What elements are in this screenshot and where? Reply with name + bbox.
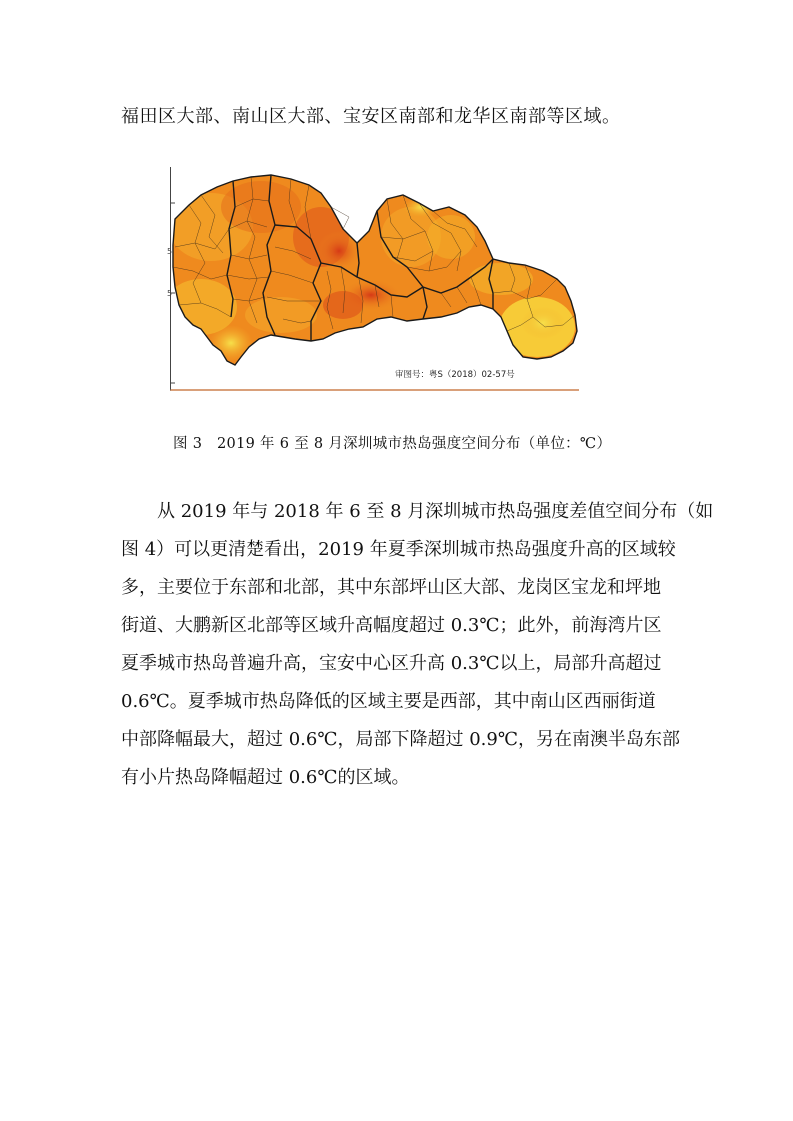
axis-tick-label: 5 bbox=[167, 289, 173, 298]
heat-island-map-figure bbox=[167, 167, 579, 391]
paragraph-line: 多，主要位于东部和北部，其中东部坪山区大部、龙岗区宝龙和坪地 bbox=[121, 577, 661, 598]
paragraph-line: 街道、大鹏新区北部等区域升高幅度超过 0.3℃；此外，前海湾片区 bbox=[121, 615, 662, 636]
paragraph-line: 夏季城市热岛普遍升高，宝安中心区升高 0.3℃以上，局部升高超过 bbox=[121, 653, 662, 674]
body-paragraph bbox=[121, 493, 714, 797]
continuation-text-line: 福田区大部、南山区大部、宝安区南部和龙华区南部等区域。 bbox=[121, 106, 621, 127]
paragraph-line: 0.6℃。夏季城市热岛降低的区域主要是西部，其中南山区西丽街道 bbox=[121, 691, 656, 712]
figure-caption: 图 3 2019 年 6 至 8 月深圳城市热岛强度空间分布（单位：℃） bbox=[173, 436, 612, 452]
paragraph-line: 有小片热岛降幅超过 0.6℃的区域。 bbox=[121, 767, 410, 788]
paragraph-line: 从 2019 年与 2018 年 6 至 8 月深圳城市热岛强度差值空间分布（如 bbox=[157, 501, 714, 522]
paragraph-line: 图 4）可以更清楚看出，2019 年夏季深圳城市热岛强度升高的区域较 bbox=[121, 539, 676, 560]
map-approval-number: 审图号：粤S（2018）02-57号 bbox=[395, 370, 515, 380]
axis-tick-label: 5 bbox=[167, 247, 173, 256]
paragraph-line: 中部降幅最大，超过 0.6℃，局部下降超过 0.9℃，另在南澳半岛东部 bbox=[121, 729, 680, 750]
shenzhen-map-svg bbox=[171, 167, 579, 389]
